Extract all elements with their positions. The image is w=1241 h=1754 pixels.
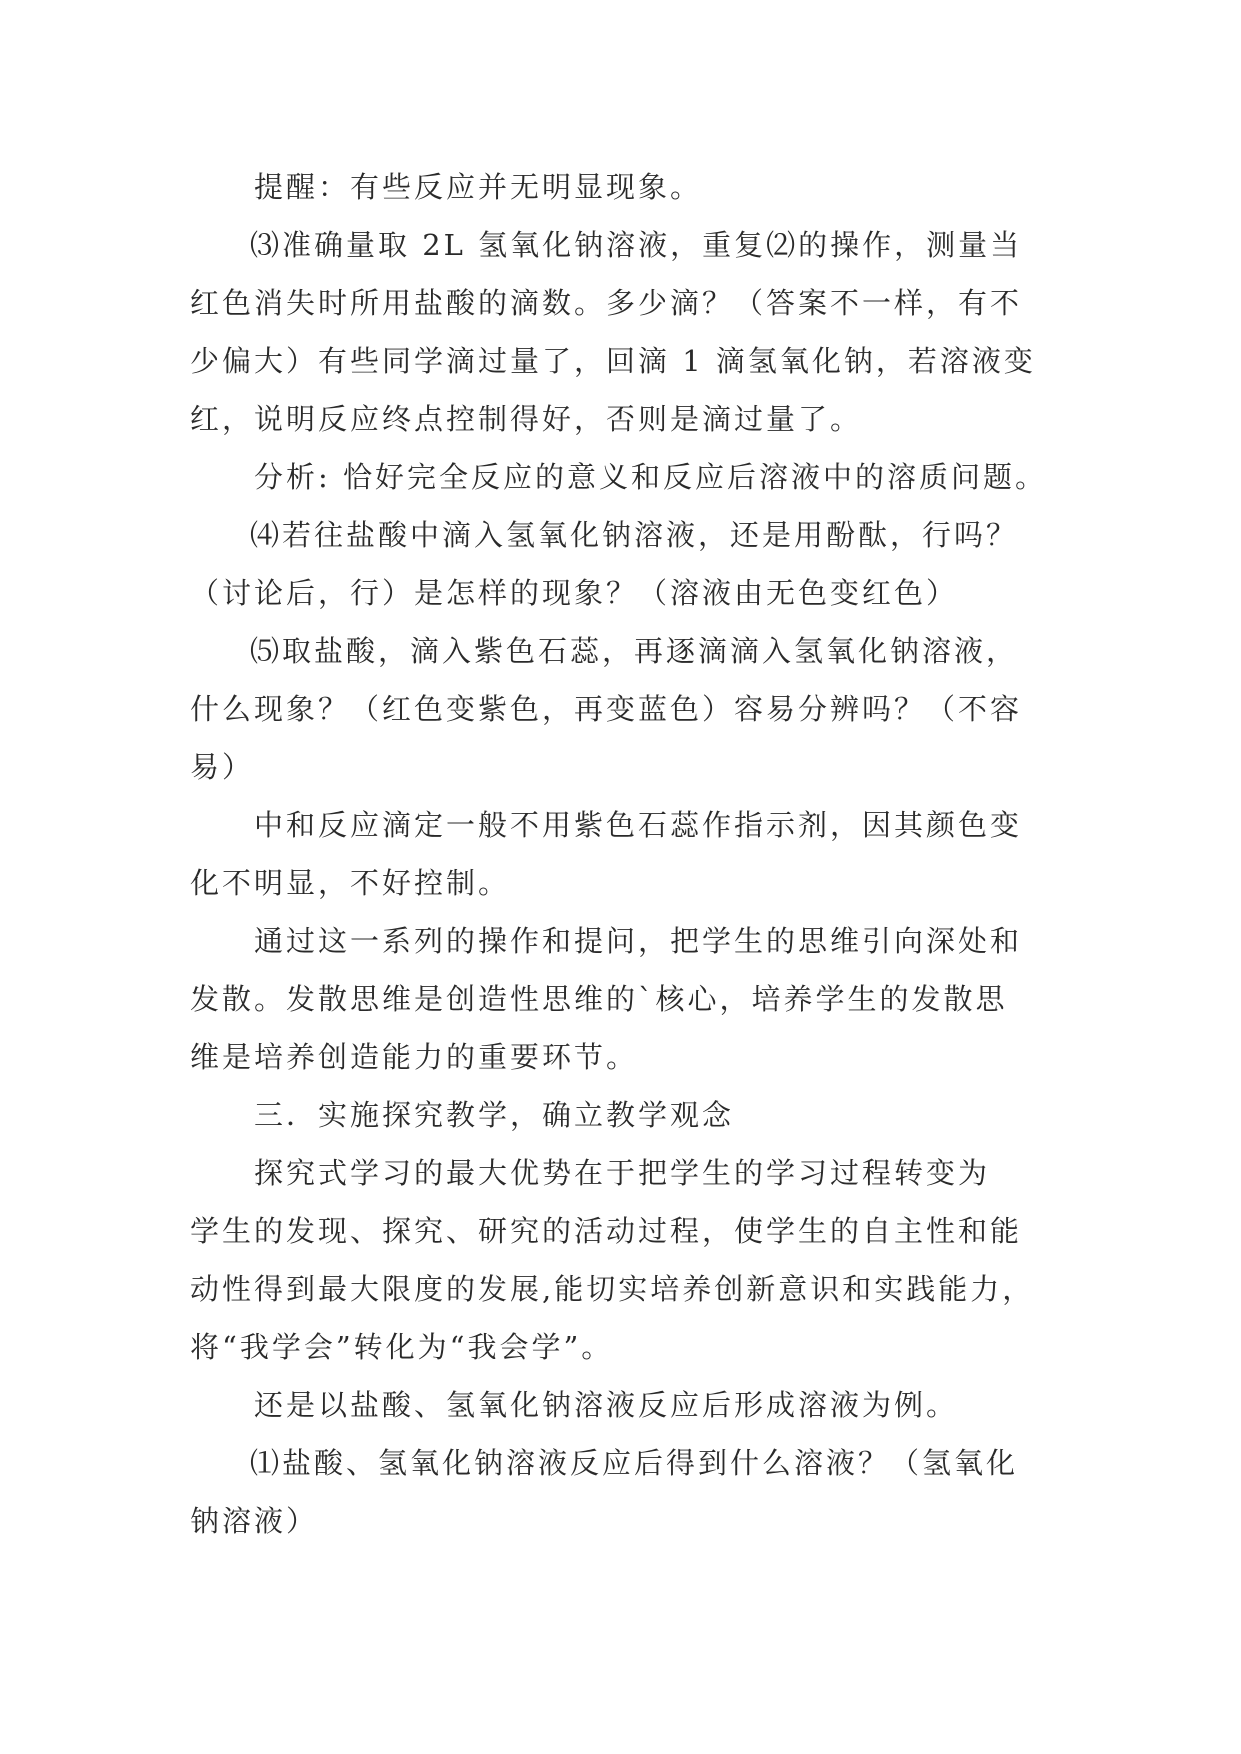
text-line: 化不明显，不好控制。 bbox=[190, 866, 511, 900]
text-line: 维是培养创造能力的重要环节。 bbox=[190, 1040, 639, 1074]
text-line: 学生的发现、探究、研究的活动过程，使学生的自主性和能 bbox=[190, 1214, 1023, 1248]
document-body bbox=[190, 158, 1050, 1550]
text-line: 探究式学习的最大优势在于把学生的学习过程转变为 bbox=[254, 1156, 991, 1190]
text-line: ⑶准确量取 2L 氢氧化钠溶液，重复⑵的操作，测量当 bbox=[250, 228, 1023, 262]
text-line: ⑴盐酸、氢氧化钠溶液反应后得到什么溶液？（氢氧化 bbox=[250, 1446, 1019, 1480]
section-heading: 三．实施探究教学，确立教学观念 bbox=[254, 1098, 735, 1132]
text-line: 发散。发散思维是创造性思维的`核心，培养学生的发散思 bbox=[190, 982, 1008, 1016]
text-line: （讨论后，行）是怎样的现象？（溶液由无色变红色） bbox=[190, 576, 959, 610]
text-line: 少偏大）有些同学滴过量了，回滴 1 滴氢氧化钠，若溶液变 bbox=[190, 344, 1036, 378]
text-line: 动性得到最大限度的发展,能切实培养创新意识和实践能力， bbox=[190, 1272, 1035, 1306]
text-line: 什么现象？（红色变紫色，再变蓝色）容易分辨吗？（不容 bbox=[190, 692, 1023, 726]
text-line: 将“我学会”转化为“我会学”。 bbox=[190, 1330, 614, 1364]
text-line: 中和反应滴定一般不用紫色石蕊作指示剂，因其颜色变 bbox=[254, 808, 1023, 842]
text-line: 易） bbox=[190, 750, 255, 784]
text-line: 通过这一系列的操作和提问，把学生的思维引向深处和 bbox=[254, 924, 1023, 958]
text-line: ⑷若往盐酸中滴入氢氧化钠溶液，还是用酚酞，行吗？ bbox=[250, 518, 1019, 552]
text-line: 还是以盐酸、氢氧化钠溶液反应后形成溶液为例。 bbox=[254, 1388, 959, 1422]
text-line: ⑸取盐酸，滴入紫色石蕊，再逐滴滴入氢氧化钠溶液， bbox=[250, 634, 1019, 668]
text-line: 分析: 恰好完全反应的意义和反应后溶液中的溶质问题。 bbox=[254, 460, 1047, 494]
text-line: 钠溶液） bbox=[190, 1504, 319, 1538]
text-line: 提醒：有些反应并无明显现象。 bbox=[254, 170, 703, 204]
text-line: 红，说明反应终点控制得好，否则是滴过量了。 bbox=[190, 402, 863, 436]
text-line: 红色消失时所用盐酸的滴数。多少滴？（答案不一样，有不 bbox=[190, 286, 1023, 320]
